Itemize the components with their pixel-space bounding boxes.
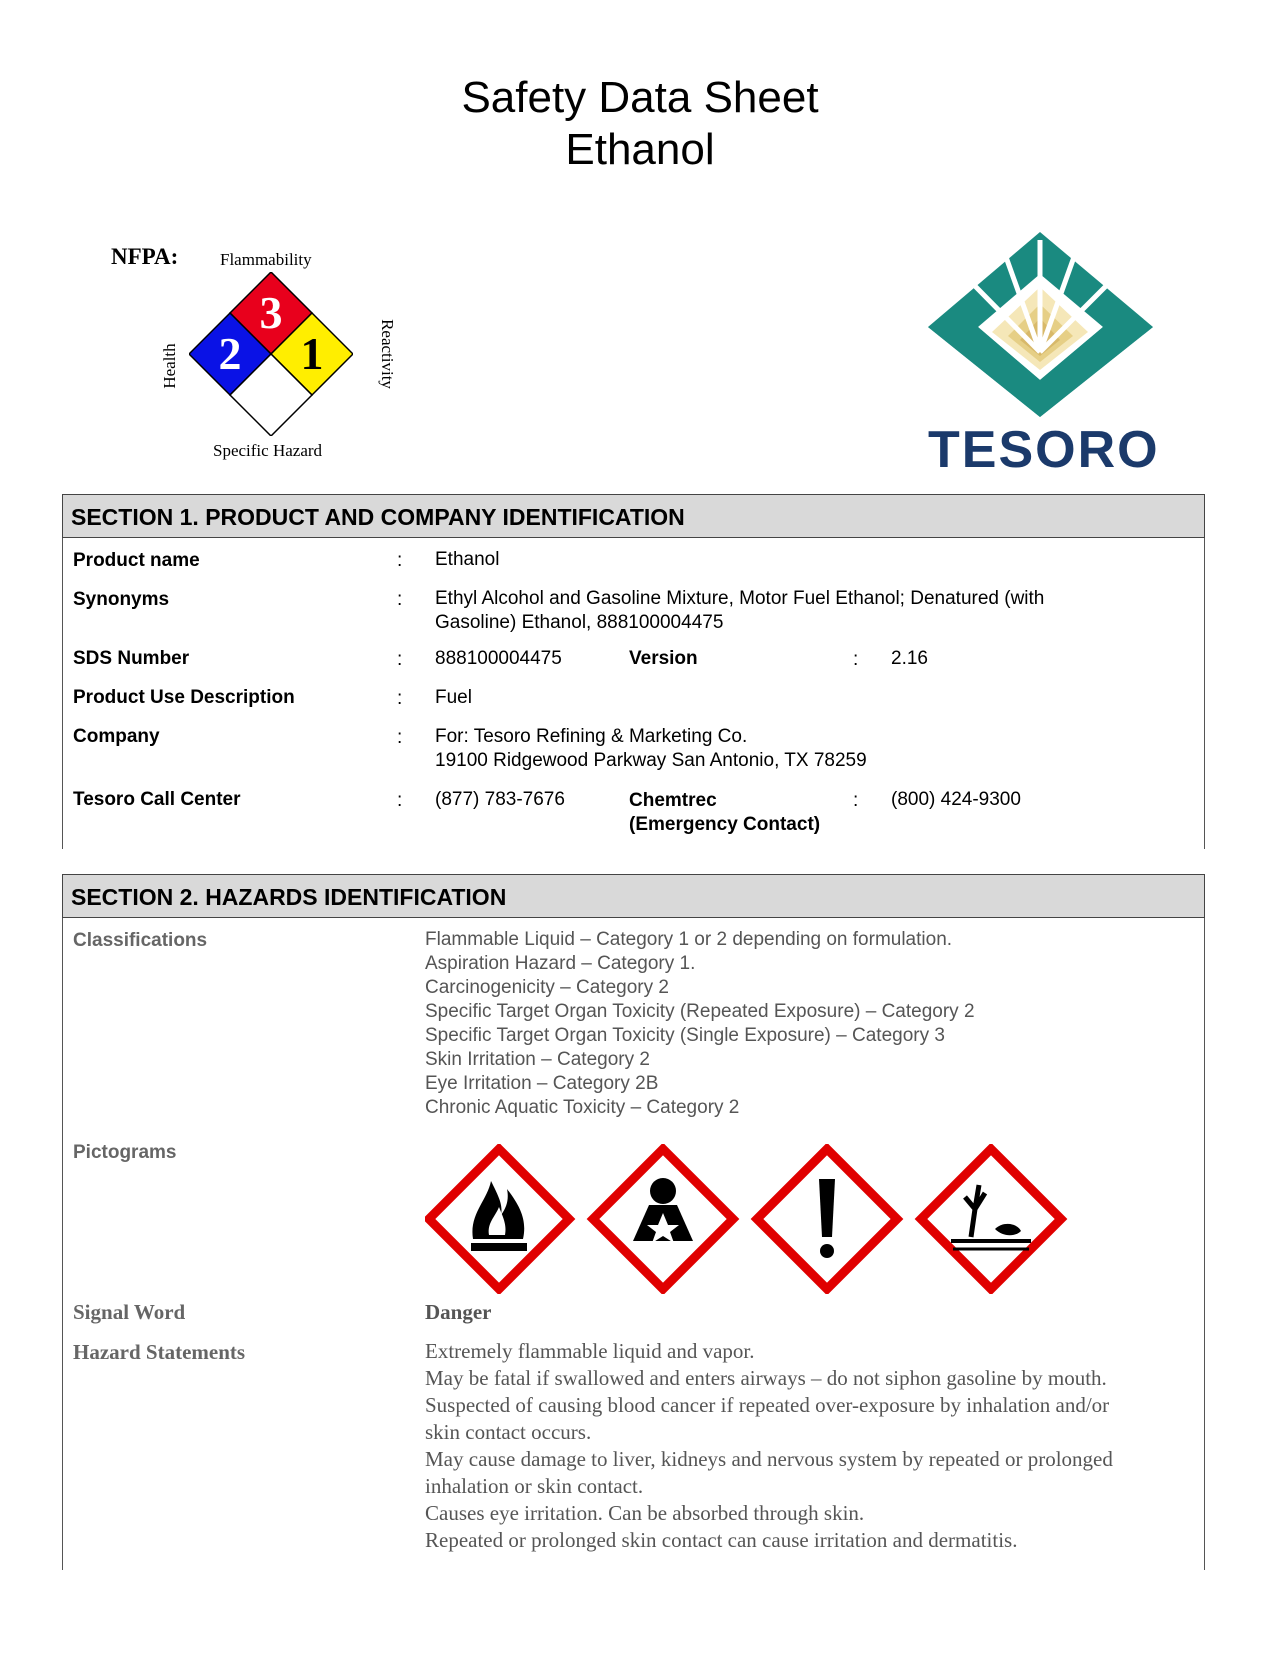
hazard-statement: May be fatal if swallowed and enters airways – do not siphon gasoline by mouth. (425, 1366, 1107, 1390)
nfpa-flammability-value: 3 (259, 287, 283, 338)
hazard-statement: skin contact occurs. (425, 1420, 592, 1444)
nfpa-label: NFPA: (111, 244, 179, 269)
section-1 (62, 494, 1205, 849)
synonyms-label: Synonyms (73, 589, 170, 610)
exclamation-icon (757, 1149, 897, 1289)
product-use-label: Product Use Description (73, 687, 295, 708)
environment-icon (921, 1149, 1061, 1289)
company-value (435, 725, 867, 773)
nfpa-health-label: Health (160, 343, 179, 389)
synonyms-line-2: Gasoline) Ethanol, 888100004475 (435, 612, 724, 633)
chemtrec-label-line-1: Chemtrec (629, 790, 717, 811)
hazard-statement: May cause damage to liver, kidneys and nervous system by repeated or prolonged (425, 1447, 1113, 1471)
nfpa-diamond (189, 272, 353, 436)
nfpa-reactivity-value: 1 (300, 328, 324, 379)
call-center-label: Tesoro Call Center (73, 789, 241, 810)
colon: : (853, 790, 859, 811)
company-line-1: For: Tesoro Refining & Marketing Co. (435, 726, 748, 747)
hazard-statement: inhalation or skin contact. (425, 1474, 644, 1498)
nfpa-flammability-label: Flammability (220, 250, 312, 269)
call-center-value: (877) 783-7676 (435, 789, 565, 810)
classification-item: Carcinogenicity – Category 2 (425, 977, 669, 998)
nfpa-health-value: 2 (218, 328, 242, 379)
flame-icon (429, 1149, 569, 1289)
classification-item: Eye Irritation – Category 2B (425, 1073, 659, 1094)
hazard-statement: Suspected of causing blood cancer if repeated over-exposure by inhalation and/or (425, 1393, 1110, 1417)
version-value: 2.16 (891, 648, 928, 669)
synonyms-line-1: Ethyl Alcohol and Gasoline Mixture, Motor Fuel Ethanol; Denatured (with (435, 588, 1045, 609)
tesoro-logo-icon (928, 232, 1153, 417)
colon: : (397, 589, 403, 610)
classification-item: Specific Target Organ Toxicity (Single Exposure) – Category 3 (425, 1025, 945, 1046)
signal-word-label: Signal Word (73, 1300, 186, 1324)
synonyms-value (435, 587, 1044, 635)
pictograms-label: Pictograms (73, 1142, 177, 1163)
nfpa-reactivity-label: Reactivity (378, 319, 397, 389)
tesoro-logo-text: TESORO (928, 421, 1160, 479)
colon: : (397, 550, 403, 571)
chemtrec-value: (800) 424-9300 (891, 789, 1021, 810)
product-name-label: Product name (73, 550, 200, 571)
section-2 (62, 874, 1205, 1570)
colon: : (397, 688, 403, 709)
classifications-label: Classifications (73, 930, 208, 951)
version-label: Version (629, 648, 698, 669)
hazard-statement: Causes eye irritation. Can be absorbed through skin. (425, 1501, 865, 1525)
company-line-2: 19100 Ridgewood Parkway San Antonio, TX 78259 (435, 750, 867, 771)
nfpa-specific-hazard-label: Specific Hazard (213, 441, 323, 460)
title-line-1: Safety Data Sheet (461, 73, 819, 122)
section-2-heading: SECTION 2. HAZARDS IDENTIFICATION (62, 874, 1205, 918)
colon: : (397, 790, 403, 811)
colon: : (397, 649, 403, 670)
page-title (0, 72, 1280, 176)
hazard-statement: Extremely flammable liquid and vapor. (425, 1339, 755, 1363)
hazard-statements-list (425, 1338, 1113, 1554)
classification-item: Skin Irritation – Category 2 (425, 1049, 650, 1070)
classifications-list (425, 928, 975, 1120)
signal-word-value: Danger (425, 1300, 492, 1324)
chemtrec-label-line-2: (Emergency Contact) (629, 814, 821, 835)
classification-item: Specific Target Organ Toxicity (Repeated Exposure) – Category 2 (425, 1001, 975, 1022)
hazard-statements-label: Hazard Statements (73, 1340, 246, 1364)
hazard-statement: Repeated or prolonged skin contact can cause irritation and dermatitis. (425, 1528, 1018, 1552)
pictograms-row (425, 1144, 1085, 1294)
sds-number-label: SDS Number (73, 648, 190, 669)
sds-number-value: 888100004475 (435, 648, 562, 669)
colon: : (853, 649, 859, 670)
title-line-2: Ethanol (565, 125, 715, 174)
chemtrec-label (629, 789, 820, 837)
product-name-value: Ethanol (435, 549, 500, 570)
classification-item: Flammable Liquid – Category 1 or 2 depending on formulation. (425, 929, 953, 950)
classification-item: Aspiration Hazard – Category 1. (425, 953, 696, 974)
classification-item: Chronic Aquatic Toxicity – Category 2 (425, 1097, 740, 1118)
colon: : (397, 727, 403, 748)
health-hazard-icon (593, 1149, 733, 1289)
product-use-value: Fuel (435, 687, 472, 708)
company-label: Company (73, 726, 160, 747)
section-1-heading: SECTION 1. PRODUCT AND COMPANY IDENTIFICATION (62, 494, 1205, 538)
